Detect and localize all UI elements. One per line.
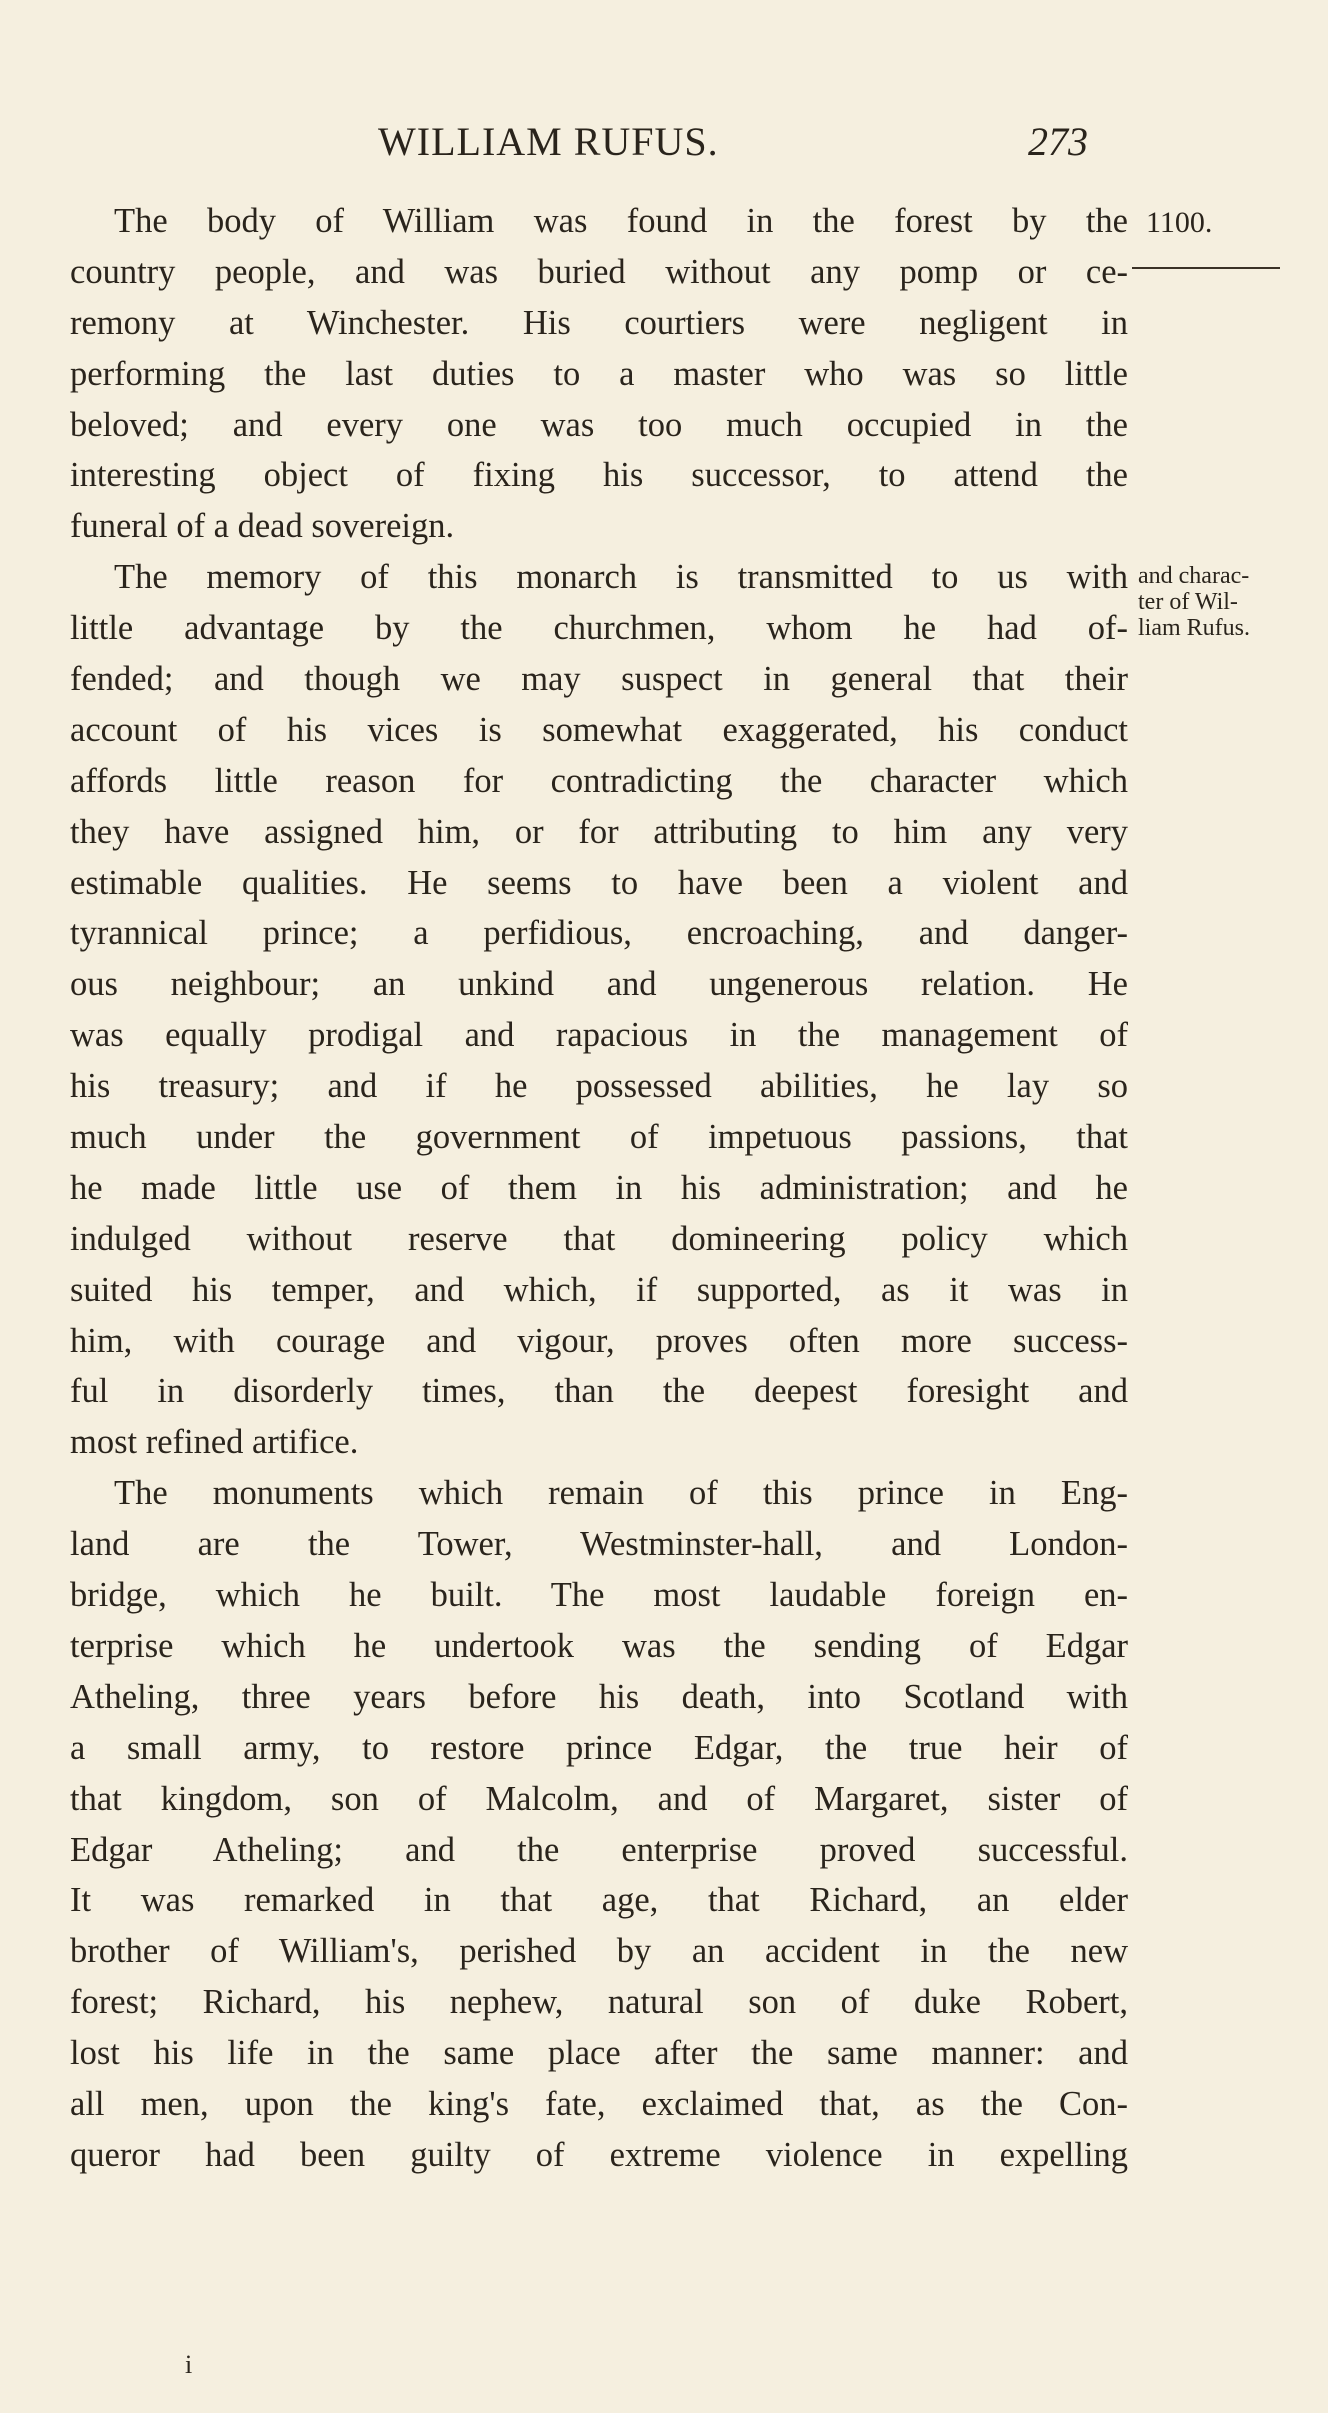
text-line: he made little use of them in his administration; and he bbox=[70, 1168, 1128, 1207]
text-line: was equally prodigal and rapacious in the management of bbox=[70, 1016, 1128, 1055]
paragraph-character bbox=[70, 552, 1128, 1468]
text-line: indulged without reserve that domineering policy which bbox=[70, 1219, 1128, 1258]
text-line: account of his vices is somewhat exaggerated, his conduct bbox=[70, 710, 1128, 749]
margin-note-line: liam Rufus. bbox=[1138, 615, 1250, 641]
text-line: estimable qualities. He seems to have been a violent and bbox=[70, 863, 1128, 902]
paragraph-monuments bbox=[70, 1468, 1128, 2180]
text-line: remony at Winchester. His courtiers were negligent in bbox=[70, 303, 1128, 342]
paragraph-body-of-william bbox=[70, 196, 1128, 552]
text-line: Edgar Atheling; and the enterprise proved successful. bbox=[70, 1830, 1128, 1869]
text-line: It was remarked in that age, that Richard, an elder bbox=[70, 1881, 1128, 1920]
text-line: beloved; and every one was too much occupied in the bbox=[70, 405, 1128, 444]
text-line: they have assigned him, or for attributing to him any very bbox=[70, 812, 1128, 851]
text-line: terprise which he undertook was the sending of Edgar bbox=[70, 1626, 1128, 1665]
text-line: fended; and though we may suspect in general that their bbox=[70, 660, 1128, 699]
text-line: little advantage by the churchmen, whom he had of- bbox=[70, 609, 1128, 648]
text-line: country people, and was buried without any pomp or ce- bbox=[70, 252, 1128, 291]
text-line: performing the last duties to a master who was so little bbox=[70, 354, 1128, 393]
margin-rule bbox=[1132, 267, 1280, 269]
text-line: land are the Tower, Westminster-hall, and London- bbox=[70, 1525, 1128, 1564]
text-line: much under the government of impetuous passions, that bbox=[70, 1118, 1128, 1157]
margin-year: 1100. bbox=[1146, 206, 1213, 239]
text-line: that kingdom, son of Malcolm, and of Margaret, sister of bbox=[70, 1779, 1128, 1818]
text-line: interesting object of fixing his successor, to attend the bbox=[70, 456, 1128, 495]
text-line: funeral of a dead sovereign. bbox=[70, 507, 455, 546]
text-line: queror had been guilty of extreme violence in expelling bbox=[70, 2135, 1128, 2174]
text-line: lost his life in the same place after the same manner: and bbox=[70, 2034, 1128, 2073]
margin-note-line: and charac- bbox=[1138, 563, 1250, 589]
text-line: a small army, to restore prince Edgar, the true heir of bbox=[70, 1728, 1128, 1767]
text-line: The monuments which remain of this prince in Eng- bbox=[114, 1474, 1128, 1513]
page-number: 273 bbox=[1028, 119, 1088, 164]
text-line: forest; Richard, his nephew, natural son of duke Robert, bbox=[70, 1983, 1128, 2022]
running-head: WILLIAM RUFUS. bbox=[378, 119, 719, 164]
text-line: most refined artifice. bbox=[70, 1423, 359, 1462]
text-line: brother of William's, perished by an accident in the new bbox=[70, 1932, 1128, 1971]
text-line: suited his temper, and which, if supported, as it was in bbox=[70, 1270, 1128, 1309]
text-line: his treasury; and if he possessed abilities, he lay so bbox=[70, 1067, 1128, 1106]
text-line: ous neighbour; an unkind and ungenerous relation. He bbox=[70, 965, 1128, 1004]
margin-note bbox=[1138, 563, 1328, 641]
body-text bbox=[70, 196, 1128, 2181]
text-line: him, with courage and vigour, proves often more success- bbox=[70, 1321, 1128, 1360]
text-line: bridge, which he built. The most laudable foreign en- bbox=[70, 1576, 1128, 1615]
text-line: affords little reason for contradicting the character which bbox=[70, 761, 1128, 800]
text-line: The body of William was found in the forest by the bbox=[114, 202, 1128, 240]
text-line: all men, upon the king's fate, exclaimed that, as the Con- bbox=[70, 2084, 1128, 2123]
text-line: Atheling, three years before his death, into Scotland with bbox=[70, 1677, 1128, 1716]
margin-note-line: ter of Wil- bbox=[1138, 589, 1238, 615]
signature-mark: i bbox=[185, 2350, 193, 2379]
text-line: tyrannical prince; a perfidious, encroaching, and danger- bbox=[70, 914, 1128, 953]
text-line: The memory of this monarch is transmitted to us with bbox=[114, 558, 1128, 597]
text-line: ful in disorderly times, than the deepest foresight and bbox=[70, 1372, 1128, 1411]
